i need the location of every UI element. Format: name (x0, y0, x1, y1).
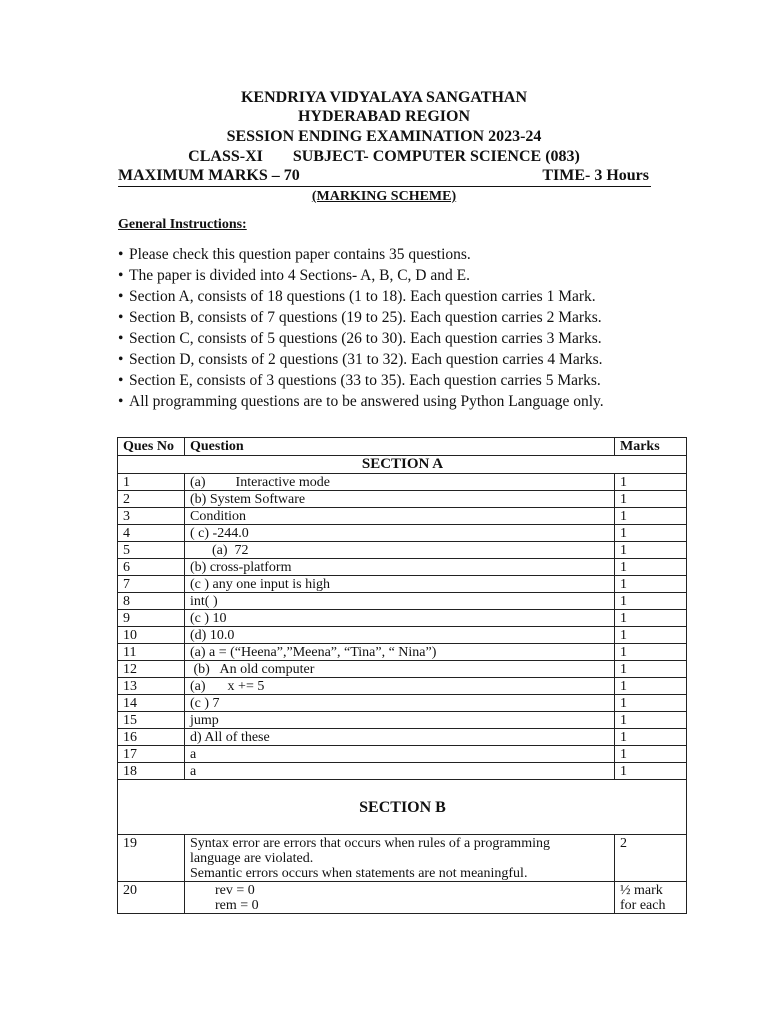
answer-text: (c ) any one input is high (190, 577, 330, 592)
table-row (118, 576, 687, 593)
table-row (118, 559, 687, 576)
question-number: 20 (118, 882, 185, 914)
question-number: 4 (118, 525, 185, 542)
answer-text: x += 5 (227, 679, 265, 694)
question-number: 17 (118, 746, 185, 763)
question-number: 16 (118, 729, 185, 746)
question-number: 5 (118, 542, 185, 559)
max-marks: MAXIMUM MARKS – 70 (118, 167, 300, 184)
answer-cell (185, 746, 615, 763)
instruction-text: Section C, consists of 5 questions (26 to 30). Each question carries 3 Marks. (129, 330, 602, 347)
table-row (118, 627, 687, 644)
question-number: 8 (118, 593, 185, 610)
answer-cell (185, 678, 615, 695)
org-name: KENDRIYA VIDYALAYA SANGATHAN (240, 89, 527, 106)
table-row (118, 610, 687, 627)
answer-text: (a) a = (“Heena”,”Meena”, “Tina”, “ Nina”) (190, 645, 437, 660)
section-b-heading: SECTION B (118, 780, 687, 835)
answer-text: Condition (190, 509, 247, 524)
answer-cell (185, 729, 615, 746)
answer-cell (185, 559, 615, 576)
instructions-list (118, 244, 604, 412)
marks-cell: 1 (615, 474, 687, 491)
table-row (118, 746, 687, 763)
answer-line: Syntax error are errors that occurs when rules of a programming (190, 836, 550, 851)
class-label: CLASS-XI (188, 148, 263, 165)
answer-text: d) All of these (190, 730, 270, 745)
header-marks: Marks (615, 438, 687, 456)
instruction-text: Section A, consists of 18 questions (1 to 18). Each question carries 1 Mark. (129, 288, 596, 305)
answer-cell (185, 882, 615, 914)
table-row (118, 491, 687, 508)
answer-text: (b) An old computer (190, 662, 315, 677)
table-row (118, 695, 687, 712)
marks-cell: 1 (615, 508, 687, 525)
table-row (118, 712, 687, 729)
answer-text: a (190, 764, 197, 779)
instruction-item (118, 370, 604, 391)
answer-line: language are violated. (190, 851, 314, 866)
marks-cell: 1 (615, 610, 687, 627)
answer-text: (b) System Software (190, 492, 306, 507)
marks-cell: 1 (615, 746, 687, 763)
answer-text: (a) 72 (212, 543, 249, 558)
question-number: 13 (118, 678, 185, 695)
marks-cell: 1 (615, 525, 687, 542)
subject-label: SUBJECT- COMPUTER SCIENCE (083) (292, 148, 580, 165)
marks-cell: 1 (615, 542, 687, 559)
answer-cell (185, 644, 615, 661)
answer-cell (185, 491, 615, 508)
header-question: Question (185, 438, 615, 456)
question-number: 9 (118, 610, 185, 627)
instruction-item (118, 349, 604, 370)
marks-cell: 1 (615, 576, 687, 593)
question-number: 15 (118, 712, 185, 729)
answer-cell (185, 474, 615, 491)
instruction-text: The paper is divided into 4 Sections- A, B, C, D and E. (129, 267, 470, 284)
header-ques-no: Ques No (118, 438, 185, 456)
instruction-item (118, 391, 604, 412)
answer-text: (b) cross-platform (190, 560, 292, 575)
marking-scheme-table (117, 437, 687, 914)
question-number: 11 (118, 644, 185, 661)
question-number: 1 (118, 474, 185, 491)
bullet-icon: • (118, 246, 124, 263)
answer-cell (185, 593, 615, 610)
answer-text: (c ) 10 (190, 611, 227, 626)
instruction-text: Please check this question paper contains 35 questions. (129, 246, 471, 263)
bullet-icon: • (118, 351, 124, 368)
table-row (118, 542, 687, 559)
instruction-text: Section E, consists of 3 questions (33 to 35). Each question carries 5 Marks. (129, 372, 601, 389)
question-number: 18 (118, 763, 185, 780)
answer-cell (185, 576, 615, 593)
marks-line: ½ mark (620, 883, 663, 898)
question-number: 7 (118, 576, 185, 593)
marks-cell: 1 (615, 661, 687, 678)
answer-cell (185, 525, 615, 542)
marks-cell: 1 (615, 729, 687, 746)
table-row (118, 644, 687, 661)
question-number: 2 (118, 491, 185, 508)
code-line: rem = 0 (215, 898, 259, 913)
marks-cell: 1 (615, 763, 687, 780)
answer-text: (d) 10.0 (190, 628, 235, 643)
marks-cell: 1 (615, 695, 687, 712)
marking-scheme-label: (MARKING SCHEME) (311, 189, 457, 204)
answer-text: Interactive mode (235, 475, 330, 490)
answer-line: Semantic errors occurs when statements are not meaningful. (190, 866, 528, 881)
table-row (118, 474, 687, 491)
marks-cell: 1 (615, 593, 687, 610)
table-row (118, 508, 687, 525)
answer-cell (185, 627, 615, 644)
option-label: (a) (190, 475, 206, 490)
marks-cell: 1 (615, 678, 687, 695)
section-a-heading: SECTION A (118, 456, 687, 474)
instruction-item (118, 307, 604, 328)
answer-cell (185, 542, 615, 559)
marks-cell: 1 (615, 644, 687, 661)
answer-cell (185, 661, 615, 678)
answer-text: int( ) (190, 594, 218, 609)
table-row (118, 593, 687, 610)
question-number: 6 (118, 559, 185, 576)
answer-cell (185, 712, 615, 729)
exam-title: SESSION ENDING EXAMINATION 2023-24 (226, 128, 542, 145)
exam-time: TIME- 3 Hours (542, 167, 649, 184)
marks-cell (615, 882, 687, 914)
general-instructions-title: General Instructions: (118, 217, 247, 232)
marks-cell: 1 (615, 627, 687, 644)
instruction-item (118, 244, 604, 265)
answer-text: (c ) 7 (190, 696, 220, 711)
question-number: 14 (118, 695, 185, 712)
marks-cell: 1 (615, 491, 687, 508)
answer-cell (185, 835, 615, 882)
bullet-icon: • (118, 372, 124, 389)
bullet-icon: • (118, 393, 124, 410)
class-subject-line (0, 147, 768, 167)
marks-cell: 1 (615, 559, 687, 576)
marks-cell: 2 (615, 835, 687, 882)
instruction-item (118, 286, 604, 307)
answer-cell (185, 763, 615, 780)
answer-text: ( c) -244.0 (190, 526, 249, 541)
option-label: (a) (190, 679, 206, 694)
marks-time-row (118, 166, 651, 187)
table-row (118, 525, 687, 542)
bullet-icon: • (118, 330, 124, 347)
answer-text: a (190, 747, 197, 762)
answer-cell (185, 508, 615, 525)
question-number: 3 (118, 508, 185, 525)
question-number: 10 (118, 627, 185, 644)
question-number: 19 (118, 835, 185, 882)
table-row (118, 678, 687, 695)
table-row (118, 661, 687, 678)
table-row (118, 729, 687, 746)
bullet-icon: • (118, 309, 124, 326)
instruction-text: All programming questions are to be answered using Python Language only. (129, 393, 604, 410)
question-number: 12 (118, 661, 185, 678)
region-name: HYDERABAD REGION (297, 108, 470, 125)
instruction-item (118, 265, 604, 286)
answer-text: jump (190, 713, 219, 728)
marks-line: for each (620, 898, 666, 913)
marks-cell: 1 (615, 712, 687, 729)
answer-cell (185, 610, 615, 627)
code-line: rev = 0 (215, 883, 255, 898)
instruction-text: Section D, consists of 2 questions (31 to 32). Each question carries 4 Marks. (129, 351, 603, 368)
bullet-icon: • (118, 288, 124, 305)
instruction-item (118, 328, 604, 349)
answer-cell (185, 695, 615, 712)
table-row (118, 763, 687, 780)
bullet-icon: • (118, 267, 124, 284)
instruction-text: Section B, consists of 7 questions (19 to 25). Each question carries 2 Marks. (129, 309, 602, 326)
